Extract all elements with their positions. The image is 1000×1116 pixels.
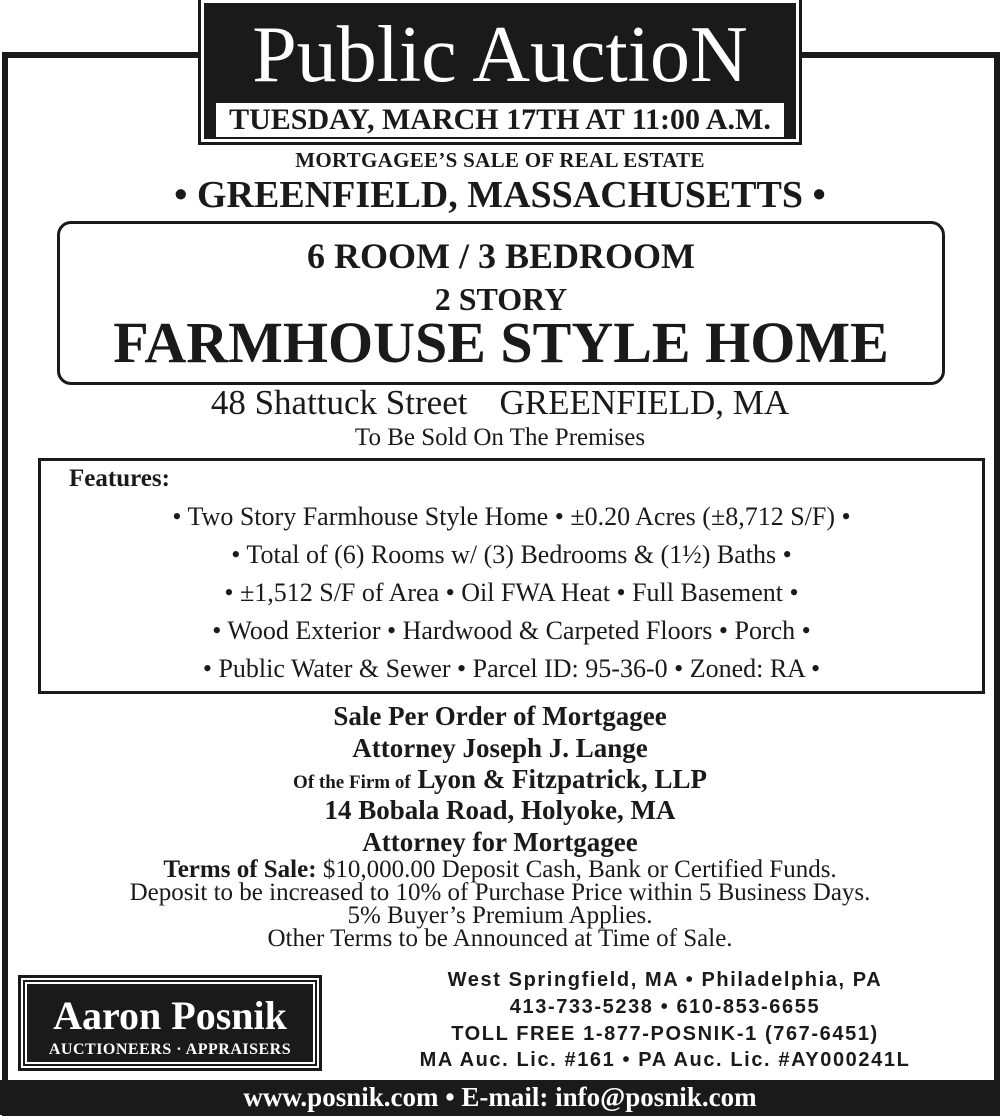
terms-line: Deposit to be increased to 10% of Purchase Price within 5 Business Days. <box>129 879 871 906</box>
title-banner <box>201 0 799 142</box>
contact-licenses: MA Auc. Lic. #161 • PA Auc. Lic. #AY000241L <box>419 1049 911 1071</box>
contact-locations: West Springfield, MA • Philadelphia, PA <box>447 969 883 991</box>
property-rooms: 6 ROOM / 3 BEDROOM <box>307 236 695 276</box>
attorney-role: Attorney for Mortgagee <box>362 827 638 857</box>
premises-note: To Be Sold On The Premises <box>354 424 646 451</box>
property-stories: 2 STORY <box>434 281 568 317</box>
sale-order-line: Sale Per Order of Mortgagee <box>333 701 667 731</box>
auction-date: TUESDAY, MARCH 17TH AT 11:00 A.M. <box>216 103 784 137</box>
footer-web-email: www.posnik.com • E-mail: info@posnik.com <box>0 1080 1000 1115</box>
feature-line: • ±1,512 S/F of Area • Oil FWA Heat • Full Basement • <box>224 578 799 607</box>
attorney-address: 14 Bobala Road, Holyoke, MA <box>324 795 676 825</box>
property-box <box>57 221 945 385</box>
feature-line: • Wood Exterior • Hardwood & Carpeted Floors • Porch • <box>212 616 811 645</box>
features-heading: Features: <box>69 465 170 492</box>
auction-title: Public AuctioN <box>252 11 748 99</box>
auctioneer-tagline: AUCTIONEERS · APPRAISERS <box>48 1041 292 1058</box>
firm-prefix: Of the Firm of <box>293 772 411 793</box>
attorney-name: Attorney Joseph J. Lange <box>352 733 648 763</box>
feature-line: • Two Story Farmhouse Style Home • ±0.20 Acres (±8,712 S/F) • <box>172 502 851 531</box>
property-style: FARMHOUSE STYLE HOME <box>113 310 889 375</box>
location-heading: • GREENFIELD, MASSACHUSETTS • <box>174 174 826 216</box>
street-address: 48 Shattuck Street <box>210 383 468 422</box>
terms-line: 5% Buyer’s Premium Applies. <box>347 902 653 929</box>
feature-line: • Public Water & Sewer • Parcel ID: 95-36-0 • Zoned: RA • <box>202 654 821 683</box>
auctioneer-logo <box>18 975 322 1071</box>
firm-name: Lyon & Fitzpatrick, LLP <box>417 764 707 794</box>
property-address <box>0 382 1000 424</box>
sale-type: MORTGAGEE’S SALE OF REAL ESTATE <box>295 148 705 172</box>
contact-phones: 413-733-5238 • 610-853-6655 <box>509 996 821 1018</box>
feature-line: • Total of (6) Rooms w/ (3) Bedrooms & (1½) Baths • <box>231 540 792 569</box>
terms-label: Terms of Sale: <box>163 856 317 883</box>
terms-line: Other Terms to be Announced at Time of Sale. <box>267 925 733 952</box>
city-state: GREENFIELD, MA <box>499 383 790 422</box>
features-box <box>38 458 985 694</box>
contact-tollfree: TOLL FREE 1-877-POSNIK-1 (767-6451) <box>451 1023 879 1045</box>
terms-deposit: $10,000.00 Deposit Cash, Bank or Certified Funds. <box>322 856 837 883</box>
auctioneer-name: Aaron Posnik <box>53 993 287 1038</box>
